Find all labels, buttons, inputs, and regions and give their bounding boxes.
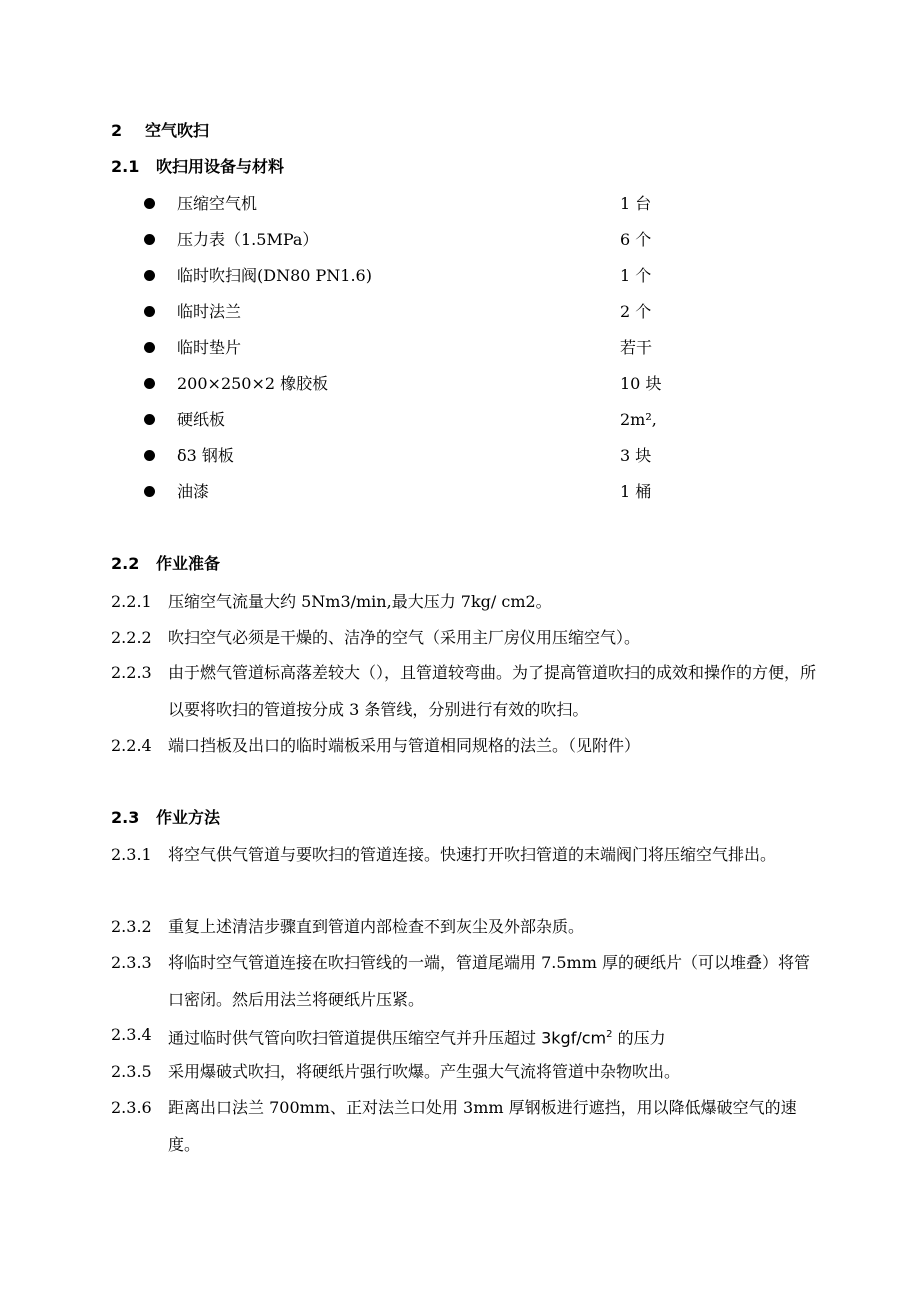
bullet-icon <box>144 450 155 461</box>
text-segment: 通过临时供气管向吹扫管道提供压缩空气并升压超过 <box>168 1028 542 1048</box>
paragraph-2-3-1 <box>111 844 821 904</box>
list-item <box>0 481 920 505</box>
paragraph-2-2-4 <box>111 735 821 759</box>
item-name: 200×250×2 橡胶板 <box>177 374 329 393</box>
item-name: 临时垫片 <box>177 338 242 357</box>
section-number: 2.2 <box>111 554 140 573</box>
item-quantity: 3 块 <box>620 446 652 465</box>
item-quantity: 1 个 <box>620 266 652 285</box>
item-quantity: 1 台 <box>620 194 652 213</box>
bullet-icon <box>144 378 155 389</box>
paragraph-2-3-3 <box>111 952 821 1012</box>
bullet-icon <box>144 270 155 281</box>
item-name: 临时法兰 <box>177 302 242 321</box>
list-item <box>0 373 920 397</box>
bullet-icon <box>144 342 155 353</box>
paragraph-2-3-5 <box>111 1061 821 1085</box>
paragraph-number: 2.3.3 <box>111 953 152 972</box>
paragraph-number: 2.2.4 <box>111 736 152 755</box>
paragraph-text: 端口挡板及出口的临时端板采用与管道相同规格的法兰。（见附件） <box>168 736 641 755</box>
paragraph-2-3-4 <box>111 1024 821 1048</box>
paragraph-text: 采用爆破式吹扫，将硬纸片强行吹爆。产生强大气流将管道中杂物吹出。 <box>168 1062 681 1081</box>
paragraph-number: 2.3.2 <box>111 917 152 936</box>
section-heading-2-2 <box>111 554 221 574</box>
bullet-icon <box>144 414 155 425</box>
paragraph-text: 压缩空气流量大约 5Nm3/min,最大压力 7kg/ cm2。 <box>168 592 552 611</box>
paragraph-text: 重复上述清洁步骤直到管道内部检查不到灰尘及外部杂质。 <box>168 917 585 936</box>
paragraph-2-3-6 <box>111 1097 821 1157</box>
item-quantity: 若干 <box>620 338 653 357</box>
section-title: 空气吹扫 <box>145 121 210 140</box>
section-number: 2 <box>111 121 123 140</box>
unit-superscript: 2 <box>606 1029 613 1040</box>
item-quantity: 1 桶 <box>620 482 652 501</box>
list-item <box>0 301 920 325</box>
item-quantity: 2 个 <box>620 302 652 321</box>
section-heading-2-1 <box>111 157 285 177</box>
bullet-icon <box>144 306 155 317</box>
paragraph-number: 2.2.2 <box>111 628 152 647</box>
paragraph-text <box>168 1016 818 1056</box>
paragraph-2-2-2 <box>111 627 821 651</box>
section-number: 2.3 <box>111 808 140 827</box>
paragraph-text: 将空气供气管道与要吹扫的管道连接。快速打开吹扫管道的末端阀门将压缩空气排出。 <box>168 845 777 864</box>
paragraph-number: 2.3.4 <box>111 1025 152 1044</box>
bullet-icon <box>144 234 155 245</box>
paragraph-text: 将临时空气管道连接在吹扫管线的一端，管道尾端用 7.5mm 厚的硬纸片（可以堆叠）将管口密闭。然后用法兰将硬纸片压紧。 <box>168 953 810 1009</box>
item-quantity: 10 块 <box>620 374 662 393</box>
paragraph-text: 由于燃气管道标高落差较大（），且管道较弯曲。为了提高管道吹扫的成效和操作的方便，所以要将吹扫的管道按分成 3 条管线，分别进行有效的吹扫。 <box>168 663 817 719</box>
section-title: 作业方法 <box>156 808 221 827</box>
paragraph-number: 2.3.5 <box>111 1062 152 1081</box>
list-item <box>0 193 920 217</box>
item-quantity: 6 个 <box>620 230 652 249</box>
item-name: 压力表（1.5MPa） <box>177 230 319 249</box>
item-quantity: 2m², <box>620 410 657 429</box>
paragraph-2-3-2 <box>111 916 821 940</box>
item-name: 压缩空气机 <box>177 194 258 213</box>
section-heading-2-3 <box>111 808 221 828</box>
item-name: 油漆 <box>177 482 210 501</box>
item-name: 临时吹扫阀(DN80 PN1.6) <box>177 266 372 285</box>
bullet-icon <box>144 198 155 209</box>
paragraph-number: 2.2.1 <box>111 592 152 611</box>
section-number: 2.1 <box>111 157 140 176</box>
paragraph-number: 2.2.3 <box>111 663 152 682</box>
bullet-icon <box>144 486 155 497</box>
paragraph-2-2-3 <box>111 662 821 722</box>
paragraph-number: 2.3.1 <box>111 845 152 864</box>
item-name: δ3 钢板 <box>177 446 234 465</box>
paragraph-2-2-1 <box>111 591 821 615</box>
paragraph-number: 2.3.6 <box>111 1098 152 1117</box>
paragraph-text: 吹扫空气必须是干燥的、洁净的空气（采用主厂房仪用压缩空气）。 <box>168 628 641 647</box>
section-title: 吹扫用设备与材料 <box>156 157 285 176</box>
paragraph-text: 距离出口法兰 700mm、正对法兰口处用 3mm 厚钢板进行遮挡，用以降低爆破空气的速度。 <box>168 1098 797 1154</box>
list-item <box>0 445 920 469</box>
list-item <box>0 265 920 289</box>
section-heading-2 <box>111 121 210 141</box>
list-item <box>0 229 920 253</box>
list-item <box>0 337 920 361</box>
list-item <box>0 409 920 433</box>
item-name: 硬纸板 <box>177 410 226 429</box>
pressure-unit: 3kgf/cm <box>541 1028 607 1048</box>
text-segment: 的压力 <box>612 1028 666 1048</box>
section-title: 作业准备 <box>156 554 221 573</box>
